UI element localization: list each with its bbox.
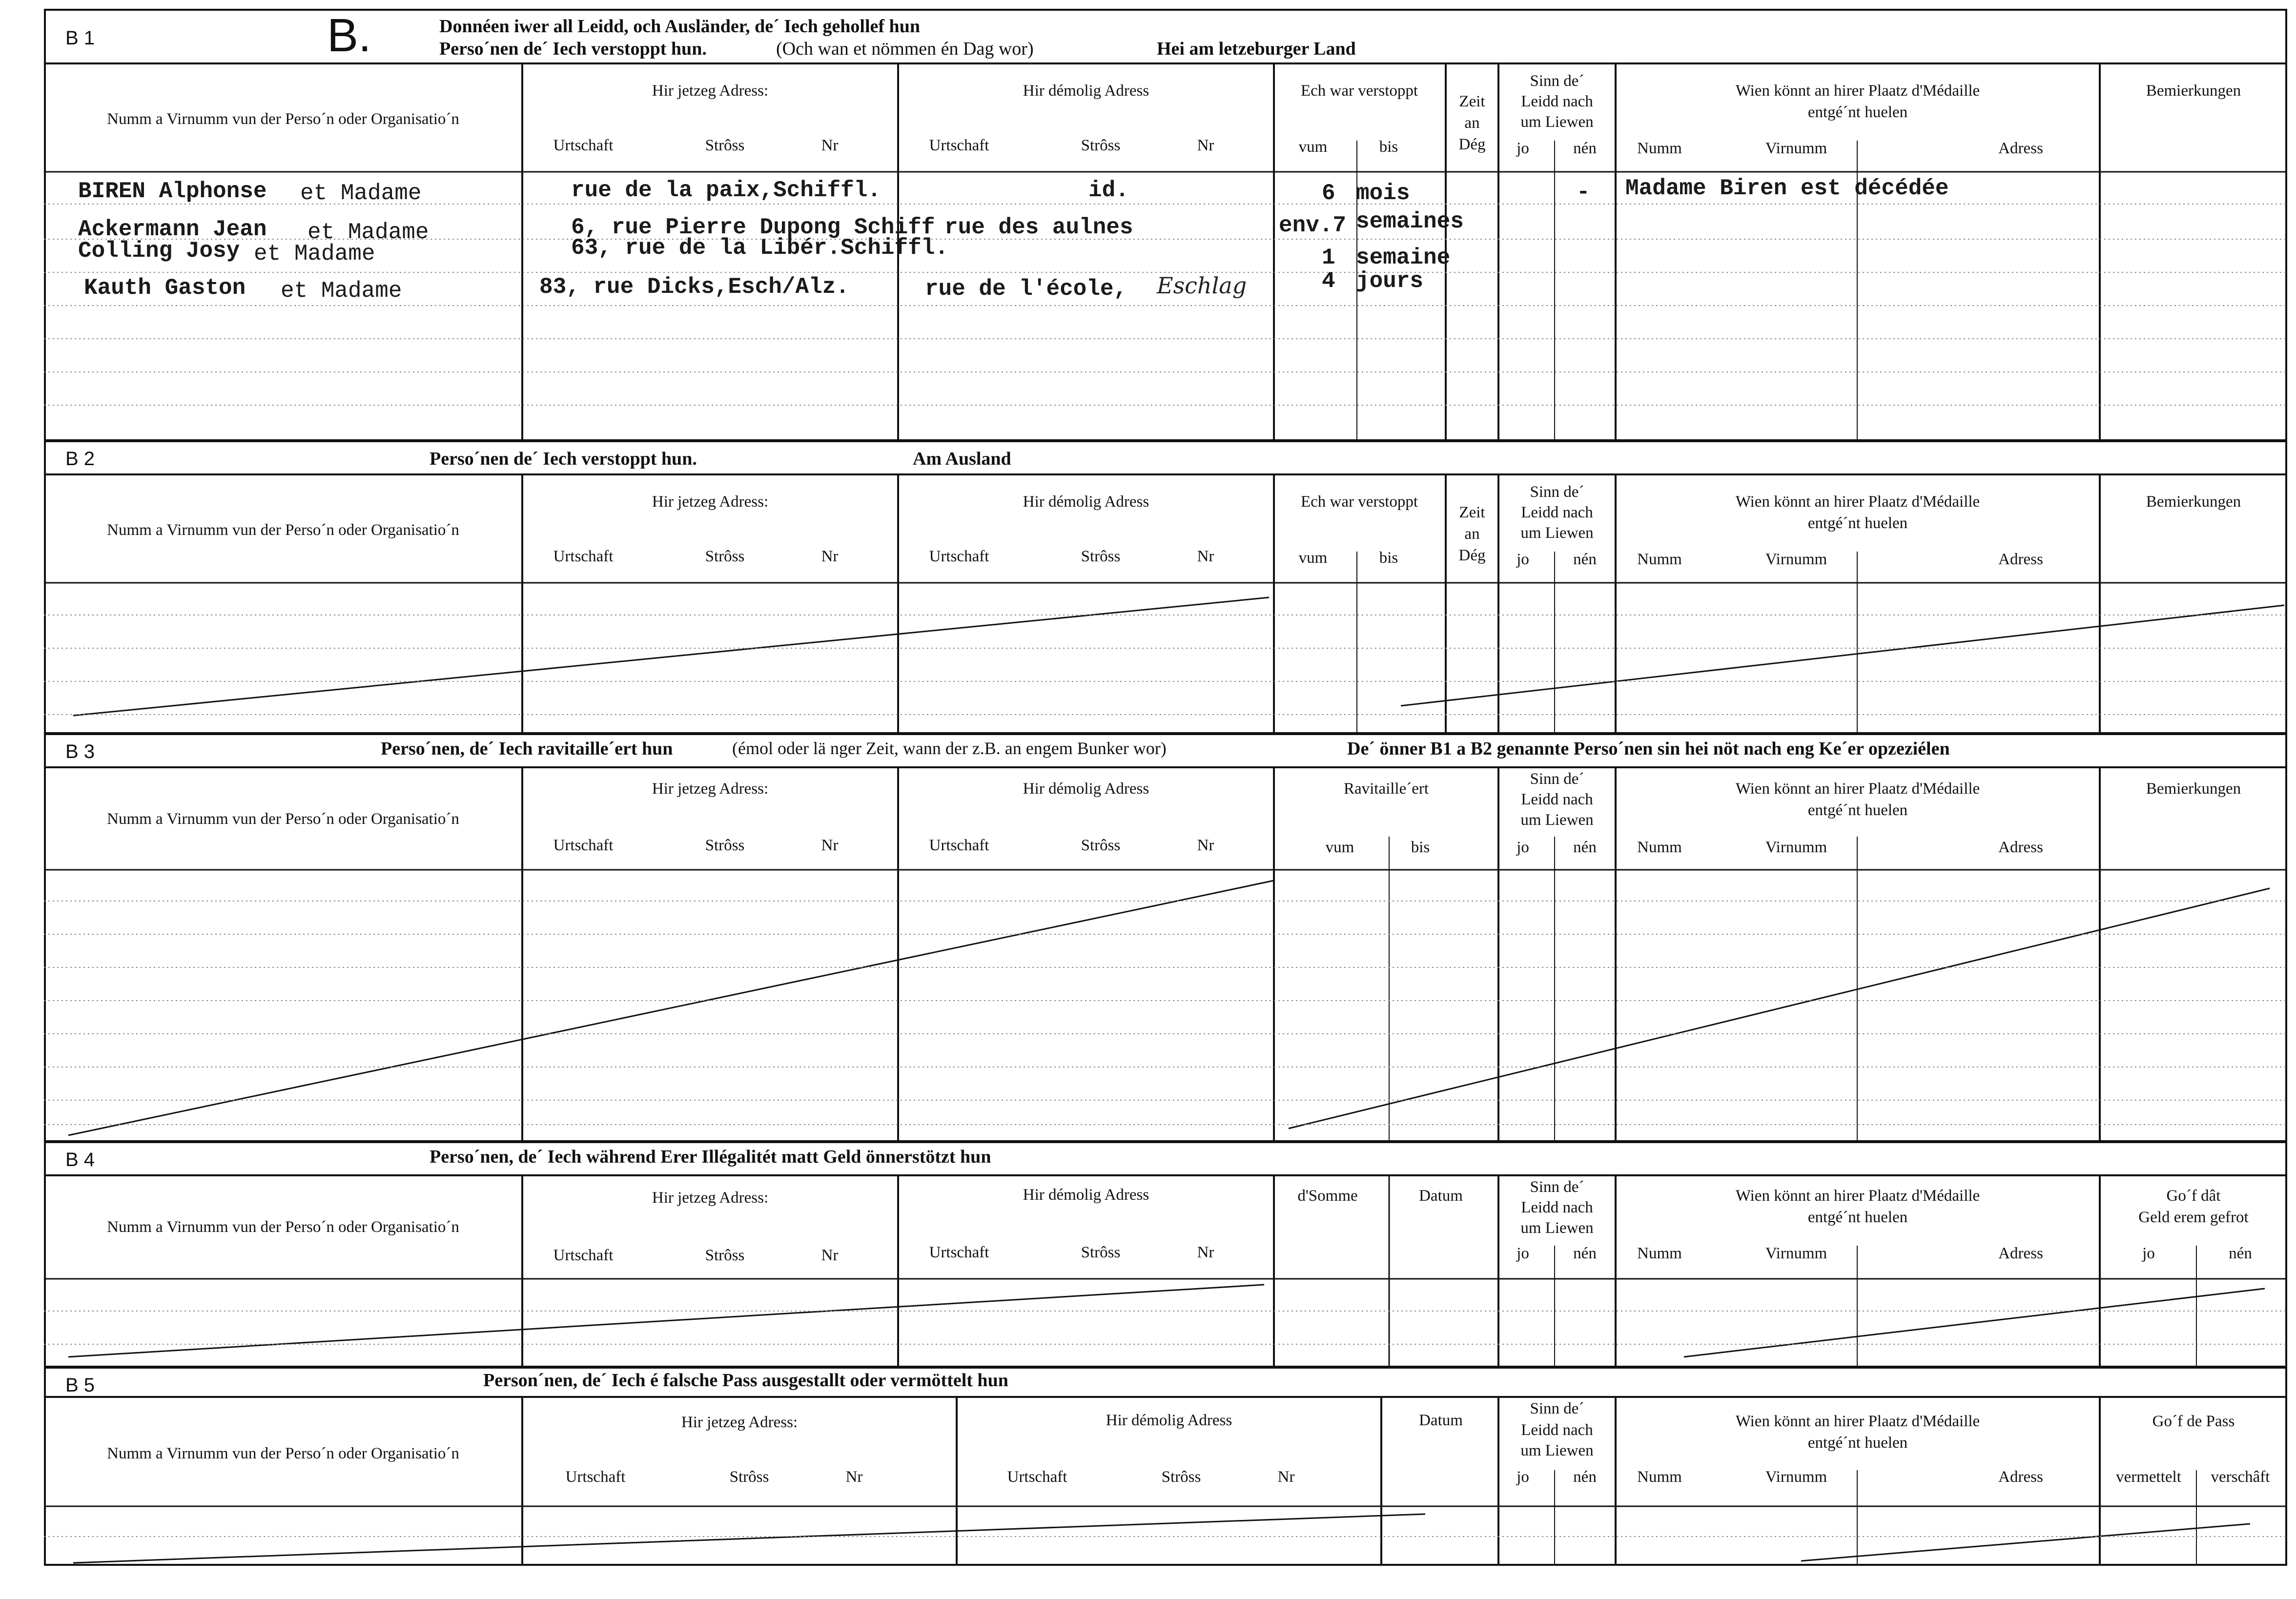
col-sense-yes: jo: [1517, 1245, 1529, 1262]
section-title: Donnéen iwer all Leidd, och Ausländer, de´ Iech geholl​ef hun: [439, 16, 920, 37]
col-former-street: Strôss: [1081, 548, 1121, 565]
col-sense-l2: Leidd nach: [1521, 1199, 1593, 1216]
current-address: rue de la paix,Schiffl.: [571, 178, 881, 203]
col-former-street: Strôss: [1081, 137, 1121, 154]
col-name-header: Numm a Virnumm vun der Perso´n oder Organisatio´n: [107, 110, 459, 128]
form-page: [44, 9, 2287, 1576]
sense-no: -: [1577, 180, 1590, 205]
current-address: 6, rue Pierre Dupong Schiff: [571, 215, 935, 240]
col-sense-l1: Sinn de´: [1530, 483, 1584, 501]
person-name-suffix: et Madame: [281, 278, 402, 304]
section-id: B 2: [65, 448, 95, 470]
hidden-from: 1: [1322, 245, 1335, 270]
col-former-nr: Nr: [1197, 1244, 1214, 1261]
section-b2: [44, 441, 2287, 734]
section-subtitle-place: Am Ausland: [913, 449, 1011, 469]
section-b3: [44, 734, 2287, 1142]
col-time-l1: Zeit: [1459, 93, 1485, 110]
col-medal-firstname: Virnumm: [1765, 140, 1827, 157]
former-address: rue des aulnes: [944, 215, 1133, 240]
col-medal-address: Adress: [1998, 1468, 2043, 1486]
col-pass-made: verschâft: [2211, 1468, 2270, 1486]
col-sense-no: nén: [1573, 839, 1597, 856]
col-sense-l2: Leidd nach: [1521, 504, 1593, 521]
b2-grid: [44, 441, 2287, 734]
col-sense-no: nén: [1573, 140, 1597, 157]
col-medal-address: Adress: [1998, 1245, 2043, 1262]
col-time-l2: an: [1464, 525, 1480, 543]
section-title-note: (émol oder lä nger Zeit, wann der z.B. an engem Bunker wor): [732, 738, 1167, 758]
section-title: Perso´nen de´ Iech verstoppt hun.: [430, 449, 697, 469]
b4-grid: [44, 1142, 2287, 1368]
col-medal-l2: entgé´nt huelen: [1807, 1434, 1908, 1452]
col-money-no: nén: [2229, 1245, 2252, 1262]
col-name-header: Numm a Virnumm vun der Perso´n oder Organisatio´n: [107, 1218, 459, 1236]
col-supplied-header: Ravitaille´ert: [1343, 780, 1429, 798]
person-name: Ackermann Jean: [78, 217, 267, 242]
person-name-suffix: et Madame: [300, 181, 422, 206]
col-date: Datum: [1419, 1412, 1463, 1429]
col-medal-name: Numm: [1637, 1245, 1682, 1262]
col-sense-l1: Sinn de´: [1530, 72, 1584, 90]
col-current-address-header: Hir jetzeg Adress:: [652, 82, 769, 100]
col-medal-firstname: Virnumm: [1765, 1468, 1827, 1486]
col-sum: d'Somme: [1297, 1187, 1358, 1205]
col-hidden-header: Ech war verstoppt: [1300, 82, 1418, 100]
col-medal-address: Adress: [1998, 551, 2043, 568]
section-b4: [44, 1142, 2287, 1368]
col-sense-l2: Leidd nach: [1521, 1421, 1593, 1439]
section-b5: [44, 1368, 2287, 1566]
col-sense-yes: jo: [1517, 839, 1529, 856]
col-medal-l2: entgé´nt huelen: [1807, 514, 1908, 532]
col-medal-address: Adress: [1998, 839, 2043, 856]
form-letter: B.: [327, 9, 371, 62]
col-medal-l2: entgé´nt huelen: [1807, 1209, 1908, 1226]
hidden-to: semaines: [1356, 209, 1464, 234]
col-sense-l1: Sinn de´: [1530, 1178, 1584, 1196]
current-address: 83, rue Dicks,Esch/Alz.: [539, 274, 849, 300]
hidden-from: 6: [1322, 181, 1335, 206]
col-hidden-from: vum: [1298, 549, 1328, 567]
section-subtitle: Perso´nen de´ Iech verstoppt hun.: [439, 39, 707, 59]
col-former-city: Urtschaft: [1007, 1468, 1067, 1486]
col-former-address-header: Hir démolig Adress: [1023, 780, 1149, 798]
col-sense-yes: jo: [1517, 551, 1529, 568]
hidden-to: jours: [1356, 268, 1424, 294]
col-former-nr: Nr: [1197, 548, 1214, 565]
col-medal-name: Numm: [1637, 1468, 1682, 1486]
col-sense-yes: jo: [1517, 1468, 1529, 1486]
col-money-l2: Geld erem gefrot: [2138, 1209, 2249, 1226]
col-current-city: Urtschaft: [553, 137, 614, 154]
hidden-from: env.7: [1279, 213, 1347, 238]
col-medal-l1: Wien könnt an hirer Plaatz d'Médaille: [1735, 1413, 1980, 1430]
col-former-address-header: Hir démolig Adress: [1023, 493, 1149, 511]
col-medal-l1: Wien könnt an hirer Plaatz d'Médaille: [1735, 82, 1980, 100]
col-current-nr: Nr: [821, 137, 839, 154]
col-former-nr: Nr: [1197, 837, 1214, 854]
col-medal-name: Numm: [1637, 140, 1682, 157]
section-b1: [44, 9, 2287, 441]
former-address: rue de l'école,: [925, 276, 1128, 302]
former-address-handwritten: Eschlag: [1157, 272, 1247, 299]
col-current-address-header: Hir jetzeg Adress:: [652, 1189, 769, 1207]
hidden-to: mois: [1356, 181, 1410, 206]
col-time-l3: Dég: [1458, 136, 1486, 153]
col-name-header: Numm a Virnumm vun der Perso´n oder Organisatio´n: [107, 1445, 459, 1462]
person-name: BIREN Alphonse: [78, 179, 267, 204]
col-sense-l3: um Liewen: [1520, 811, 1594, 829]
col-name-header: Numm a Virnumm vun der Perso´n oder Organisatio´n: [107, 521, 459, 539]
col-medal-l2: entgé´nt huelen: [1807, 801, 1908, 819]
section-subtitle-note: (Och wan et nömmen én Dag wor): [776, 39, 1034, 59]
section-id: B 1: [65, 27, 95, 49]
col-hidden-to: bis: [1379, 138, 1398, 156]
col-former-city: Urtschaft: [929, 548, 989, 565]
col-sense-l3: um Liewen: [1520, 524, 1594, 542]
section-subtitle-place: Hei am letzeburger Land: [1157, 39, 1356, 59]
current-address: 63, rue de la Libér.Schiffl.: [571, 235, 948, 261]
col-current-nr: Nr: [821, 1247, 839, 1264]
col-sense-yes: jo: [1517, 140, 1529, 157]
col-sense-no: nén: [1573, 1245, 1597, 1262]
col-current-address-header: Hir jetzeg Adress:: [652, 493, 769, 511]
col-medal-address: Adress: [1998, 140, 2043, 157]
col-sense-l2: Leidd nach: [1521, 791, 1593, 808]
col-current-street: Strôss: [729, 1468, 769, 1486]
col-current-city: Urtschaft: [565, 1468, 626, 1486]
section-id: B 4: [65, 1149, 95, 1170]
person-name: Colling Josy: [78, 238, 240, 264]
person-name-suffix: et Madame: [308, 220, 429, 245]
person-name-suffix: et Madame: [254, 241, 375, 266]
col-current-city: Urtschaft: [553, 1247, 614, 1264]
person-name: Kauth Gaston: [84, 275, 246, 301]
col-current-nr: Nr: [821, 837, 839, 854]
col-remarks: Bemierkungen: [2146, 82, 2241, 100]
col-former-street: Strôss: [1081, 1244, 1121, 1261]
col-medal-firstname: Virnumm: [1765, 1245, 1827, 1262]
col-medal-l2: entgé´nt huelen: [1807, 103, 1908, 121]
b5-grid: [44, 1368, 2287, 1566]
col-former-nr: Nr: [1197, 137, 1214, 154]
col-current-street: Strôss: [705, 137, 745, 154]
col-medal-name: Numm: [1637, 551, 1682, 568]
col-remarks: Bemierkungen: [2146, 780, 2241, 798]
col-sense-l1: Sinn de´: [1530, 1400, 1584, 1417]
hidden-from: 4: [1322, 268, 1335, 294]
col-medal-name: Numm: [1637, 839, 1682, 856]
section-title: Perso´nen, de´ Iech während Erer Illégalitét matt Geld önnerstötzt hun: [430, 1147, 991, 1167]
col-former-city: Urtschaft: [929, 837, 989, 854]
col-medal-firstname: Virnumm: [1765, 551, 1827, 568]
col-current-nr: Nr: [845, 1468, 863, 1486]
col-current-city: Urtschaft: [553, 548, 614, 565]
col-remarks: Bemierkungen: [2146, 493, 2241, 511]
col-time-l3: Dég: [1458, 547, 1486, 564]
col-current-street: Strôss: [705, 1247, 745, 1264]
col-sense-l3: um Liewen: [1520, 113, 1594, 131]
section-title: Perso´nen, de´ Iech ravitaille´ert hun: [381, 738, 673, 759]
col-date: Datum: [1419, 1187, 1463, 1205]
col-money-l1: Go´f dât: [2166, 1187, 2221, 1205]
col-sense-l3: um Liewen: [1520, 1219, 1594, 1237]
col-current-address-header: Hir jetzeg Adress:: [652, 780, 769, 798]
col-sense-no: nén: [1573, 1468, 1597, 1486]
hidden-to: semaine: [1356, 245, 1451, 270]
col-hidden-from: vum: [1298, 138, 1328, 156]
col-medal-l1: Wien könnt an hirer Plaatz d'Médaille: [1735, 1187, 1980, 1205]
section-title-instruction: De´ önner B1 a B2 genannte Perso´nen sin hei nöt nach eng Ke´er opzeziélen: [1347, 738, 1950, 759]
col-former-street: Strôss: [1081, 837, 1121, 854]
col-pass-mediated: vermettelt: [2116, 1468, 2181, 1486]
col-former-street: Strôss: [1161, 1468, 1201, 1486]
col-former-nr: Nr: [1277, 1468, 1295, 1486]
col-medal-l1: Wien könnt an hirer Plaatz d'Médaille: [1735, 493, 1980, 511]
col-time-l2: an: [1464, 114, 1480, 132]
col-current-city: Urtschaft: [553, 837, 614, 854]
col-sense-l1: Sinn de´: [1530, 770, 1584, 788]
col-hidden-to: bis: [1379, 549, 1398, 567]
col-money-yes: jo: [2142, 1245, 2155, 1262]
col-former-address-header: Hir démolig Adress: [1023, 1186, 1149, 1204]
col-former-city: Urtschaft: [929, 137, 989, 154]
col-former-address-header: Hir démolig Adress: [1106, 1412, 1232, 1429]
section-id: B 5: [65, 1374, 95, 1396]
section-id: B 3: [65, 741, 95, 762]
col-former-city: Urtschaft: [929, 1244, 989, 1261]
col-time-l1: Zeit: [1459, 504, 1485, 521]
col-supplied-to: bis: [1411, 839, 1430, 856]
col-sense-l2: Leidd nach: [1521, 93, 1593, 110]
col-current-nr: Nr: [821, 548, 839, 565]
col-hidden-header: Ech war verstoppt: [1300, 493, 1418, 511]
former-address: id.: [1088, 178, 1129, 203]
col-current-street: Strôss: [705, 837, 745, 854]
col-current-address-header: Hir jetzeg Adress:: [681, 1414, 798, 1431]
section-title: Person´nen, de´ Iech é falsche Pass ausgestallt oder vermöttelt hun: [483, 1370, 1008, 1391]
remark: Madame Biren est décédée: [1625, 176, 1949, 201]
col-name-header: Numm a Virnumm vun der Perso´n oder Organisatio´n: [107, 810, 459, 828]
col-medal-firstname: Virnumm: [1765, 839, 1827, 856]
col-medal-l1: Wien könnt an hirer Plaatz d'Médaille: [1735, 780, 1980, 798]
col-sense-l3: um Liewen: [1520, 1442, 1594, 1459]
col-former-address-header: Hir démolig Adress: [1023, 82, 1149, 100]
col-supplied-from: vum: [1325, 839, 1354, 856]
col-current-street: Strôss: [705, 548, 745, 565]
col-sense-no: nén: [1573, 551, 1597, 568]
col-pass-header: Go´f de Pass: [2152, 1413, 2235, 1430]
